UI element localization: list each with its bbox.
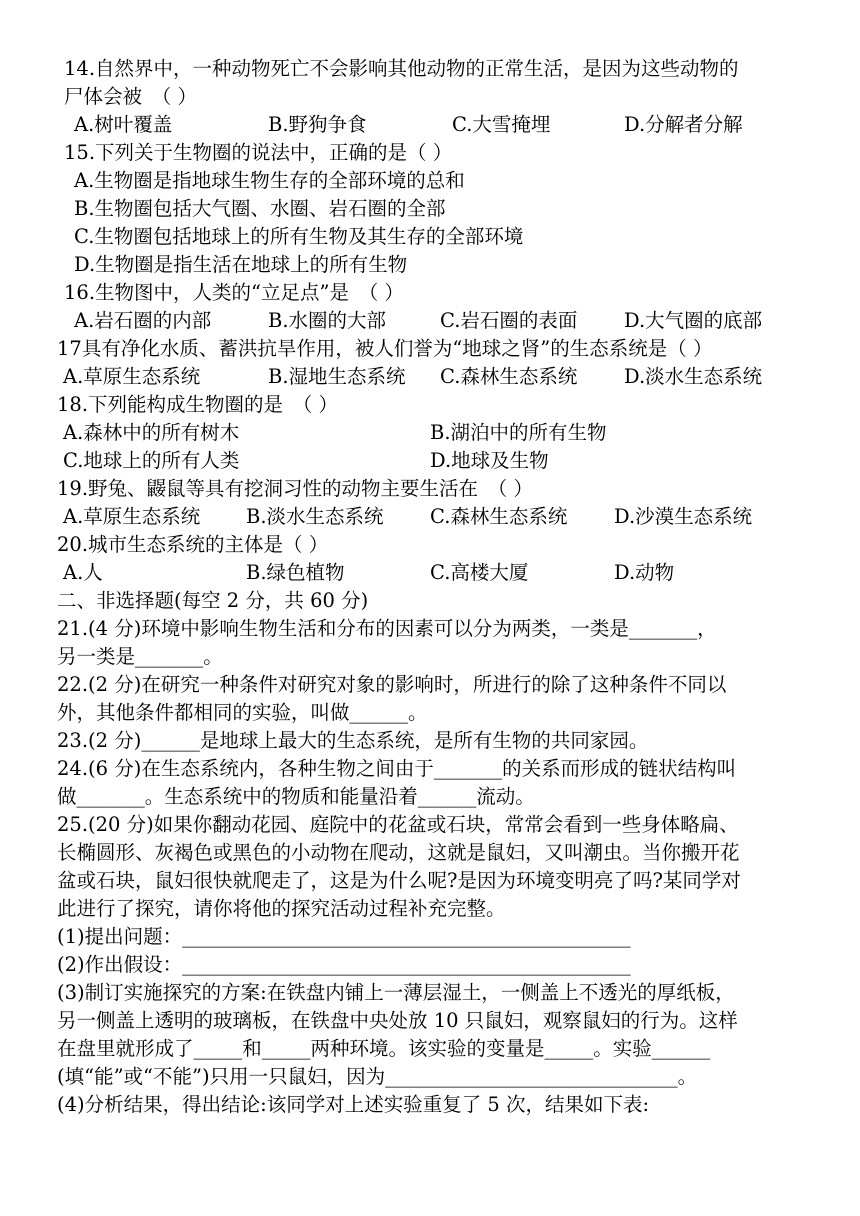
q25-line4: 此进行了探究，请你将他的探究活动过程补充完整。 bbox=[57, 897, 506, 920]
q16-option-b: B.水圈的大部 bbox=[268, 309, 387, 332]
q14-stem-line1: 14.自然界中，一种动物死亡不会影响其他动物的正常生活，是因为这些动物的 bbox=[64, 57, 739, 80]
q20-stem: 20.城市生态系统的主体是（ ） bbox=[57, 533, 329, 556]
q24-line1: 24.(6 分)在生态系统内，各种生物之间由于_______的关系而形成的链状结构叫 bbox=[57, 757, 737, 780]
q15-option-d: D.生物圈是指生活在地球上的所有生物 bbox=[74, 253, 408, 276]
q17-option-c: C.森林生态系统 bbox=[440, 365, 578, 388]
q14-option-b: B.野狗争食 bbox=[268, 113, 367, 136]
q20-option-b: B.绿色植物 bbox=[246, 561, 345, 584]
q18-option-a: A.森林中的所有树木 bbox=[63, 421, 240, 444]
q25-part3-line2: 另一侧盖上透明的玻璃板，在铁盘中央处放 10 只鼠妇，观察鼠妇的行为。这样 bbox=[57, 1009, 738, 1032]
q23-line1: 23.(2 分)______是地球上最大的生态系统，是所有生物的共同家园。 bbox=[57, 729, 649, 752]
q15-stem: 15.下列关于生物圈的说法中，正确的是（ ） bbox=[64, 141, 453, 164]
q19-option-c: C.森林生态系统 bbox=[430, 505, 568, 528]
q18-option-c: C.地球上的所有人类 bbox=[63, 449, 240, 472]
q22-line1: 22.(2 分)在研究一种条件对研究对象的影响时，所进行的除了这种条件不同以 bbox=[57, 673, 727, 696]
q25-part2-hypothesis: (2)作出假设：______________________________________________ bbox=[57, 953, 631, 976]
q18-stem: 18.下列能构成生物圈的是 （ ） bbox=[57, 393, 338, 416]
q20-option-c: C.高楼大厦 bbox=[430, 561, 529, 584]
q18-option-b: B.湖泊中的所有生物 bbox=[430, 421, 607, 444]
q19-option-d: D.沙漠生态系统 bbox=[614, 505, 753, 528]
q17-option-b: B.湿地生态系统 bbox=[268, 365, 406, 388]
q20-option-a: A.人 bbox=[63, 561, 103, 584]
q20-option-d: D.动物 bbox=[614, 561, 675, 584]
q19-option-b: B.淡水生态系统 bbox=[246, 505, 384, 528]
q16-stem: 16.生物图中，人类的“立足点”是 （ ） bbox=[64, 281, 404, 304]
q17-stem: 17具有净化水质、蓄洪抗旱作用，被人们誉为“地球之肾”的生态系统是（ ） bbox=[57, 337, 713, 360]
q16-option-d: D.大气圈的底部 bbox=[624, 309, 763, 332]
q16-option-c: C.岩石圈的表面 bbox=[440, 309, 578, 332]
q14-option-c: C.大雪掩埋 bbox=[452, 113, 551, 136]
q21-line1: 21.(4 分)环境中影响生物生活和分布的因素可以分为两类，一类是_______， bbox=[57, 617, 717, 640]
q19-option-a: A.草原生态系统 bbox=[63, 505, 201, 528]
q25-part1-question: (1)提出问题：______________________________________________ bbox=[57, 925, 631, 948]
q17-option-a: A.草原生态系统 bbox=[63, 365, 201, 388]
q19-stem: 19.野兔、鼹鼠等具有挖洞习性的动物主要生活在 （ ） bbox=[57, 477, 533, 500]
q18-option-d: D.地球及生物 bbox=[430, 449, 549, 472]
q14-stem-line2: 尸体会被 （ ） bbox=[64, 85, 197, 108]
q22-line2: 外，其他条件都相同的实验，叫做______。 bbox=[57, 701, 428, 724]
q16-option-a: A.岩石圈的内部 bbox=[74, 309, 212, 332]
q21-line2: 另一类是_______。 bbox=[57, 645, 223, 668]
q24-line2: 做_______。生态系统中的物质和能量沿着______流动。 bbox=[57, 785, 535, 808]
q14-option-d: D.分解者分解 bbox=[624, 113, 743, 136]
q25-part4: (4)分析结果，得出结论:该同学对上述实验重复了 5 次，结果如下表: bbox=[57, 1093, 650, 1116]
q14-option-a: A.树叶覆盖 bbox=[74, 113, 173, 136]
q25-part3-line1: (3)制订实施探究的方案:在铁盘内铺上一薄层湿土，一侧盖上不透光的厚纸板， bbox=[57, 981, 735, 1004]
q25-part3-line4: (填“能”或“不能”)只用一只鼠妇，因为______________________________。 bbox=[57, 1065, 698, 1088]
section-2-heading: 二、非选择题(每空 2 分，共 60 分) bbox=[57, 589, 369, 612]
q25-line3: 盆或石块，鼠妇很快就爬走了，这是为什么呢?是因为环境变明亮了吗?某同学对 bbox=[57, 869, 741, 892]
q25-part3-line3: 在盘里就形成了_____和_____两种环境。该实验的变量是_____。实验______ bbox=[57, 1037, 711, 1060]
q15-option-c: C.生物圈包括地球上的所有生物及其生存的全部环境 bbox=[74, 225, 524, 248]
q25-line1: 25.(20 分)如果你翻动花园、庭院中的花盆或石块，常常会看到一些身体略扁、 bbox=[57, 813, 739, 836]
q15-option-b: B.生物圈包括大气圈、水圈、岩石圈的全部 bbox=[74, 197, 446, 220]
q17-option-d: D.淡水生态系统 bbox=[624, 365, 763, 388]
q15-option-a: A.生物圈是指地球生物生存的全部环境的总和 bbox=[74, 169, 465, 192]
q25-line2: 长椭圆形、灰褐色或黑色的小动物在爬动，这就是鼠妇，又叫潮虫。当你搬开花 bbox=[57, 841, 740, 864]
